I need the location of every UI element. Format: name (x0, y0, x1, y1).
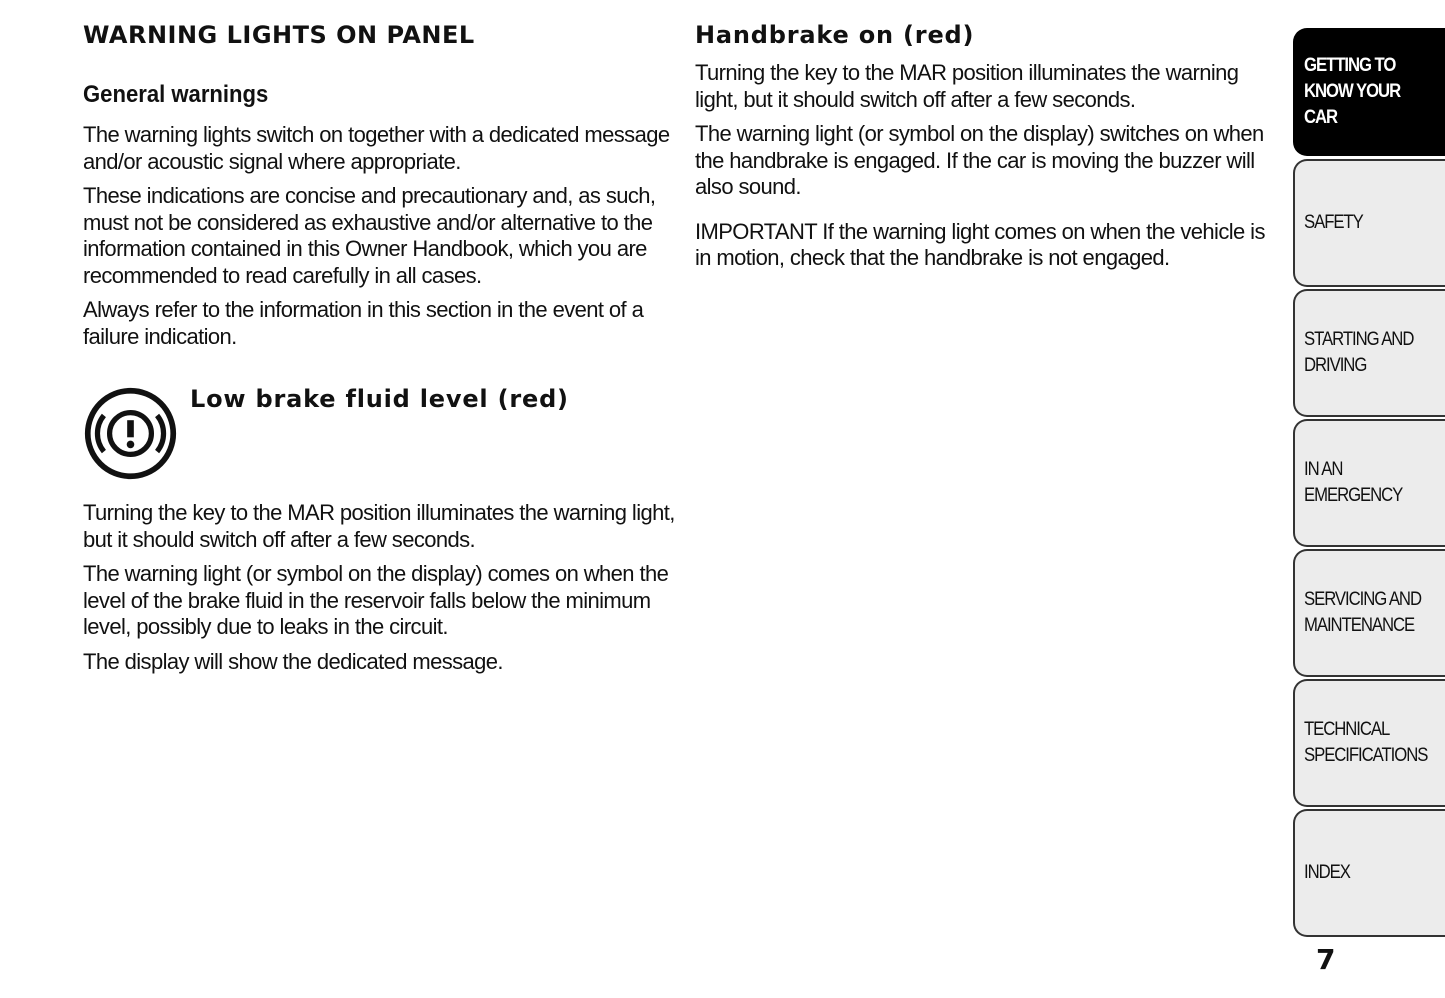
tab-in-an-emergency[interactable] (1293, 419, 1445, 547)
page-number: 7 (1316, 943, 1336, 976)
tab-index[interactable] (1293, 809, 1445, 937)
tab-label: STARTING AND DRIVING (1304, 329, 1414, 376)
tab-label: GETTING TO KNOW YOUR CAR (1304, 55, 1401, 128)
tab-label: IN AN EMERGENCY (1304, 459, 1403, 506)
brake-paragraph: The warning light (or symbol on the display) comes on when the level of the brake fluid in the reservoir falls below the minimum level, possibly due to leaks in the circuit. (83, 561, 669, 639)
general-paragraph: The warning lights switch on together with a dedicated message and/or acoustic signal where appropriate. (83, 122, 670, 174)
tab-label: TECHNICAL SPECIFICATIONS (1304, 719, 1428, 766)
brake-paragraph: The display will show the dedicated message. (83, 648, 503, 674)
important-note: IMPORTANT If the warning light comes on when the vehicle is in motion, check that the handbrake is not engaged. (695, 218, 1265, 270)
tab-label: SERVICING AND MAINTENANCE (1304, 589, 1421, 636)
tab-label: INDEX (1304, 862, 1350, 883)
tab-starting-and-driving[interactable] (1293, 289, 1445, 417)
handbrake-heading: Handbrake on (red) (695, 21, 975, 49)
handbrake-paragraph: Turning the key to the MAR position illuminates the warning light, but it should switch off after a few seconds. (695, 60, 1239, 112)
tab-label: SAFETY (1304, 212, 1363, 233)
handbrake-paragraph: The warning light (or symbol on the display) switches on when the handbrake is engaged. If the car is moving the buzzer will also sound. (695, 121, 1264, 199)
brake-paragraph: Turning the key to the MAR position illuminates the warning light, but it should switch off after a few seconds. (83, 500, 675, 552)
tab-safety[interactable] (1293, 159, 1445, 287)
brake-warning-icon (83, 386, 178, 481)
general-paragraph: Always refer to the information in this section in the event of a failure indication. (83, 297, 644, 349)
tab-technical-specifications[interactable] (1293, 679, 1445, 807)
right-column (695, 20, 1280, 280)
general-warnings-heading: General warnings (83, 81, 269, 108)
tab-servicing-and-maintenance[interactable] (1293, 549, 1445, 677)
brake-fluid-section-header (83, 382, 663, 486)
left-column (83, 20, 675, 683)
tab-getting-to-know-your-car[interactable] (1293, 28, 1445, 156)
brake-fluid-heading: Low brake fluid level (red) (190, 385, 569, 413)
general-paragraph: These indications are concise and precautionary and, as such, must not be considered as exhaustive and/or alternative to the information contained in this Owner Handbook, which you are recommended to read carefully in all cases. (83, 183, 656, 288)
page-title: WARNING LIGHTS ON PANEL (83, 21, 475, 49)
